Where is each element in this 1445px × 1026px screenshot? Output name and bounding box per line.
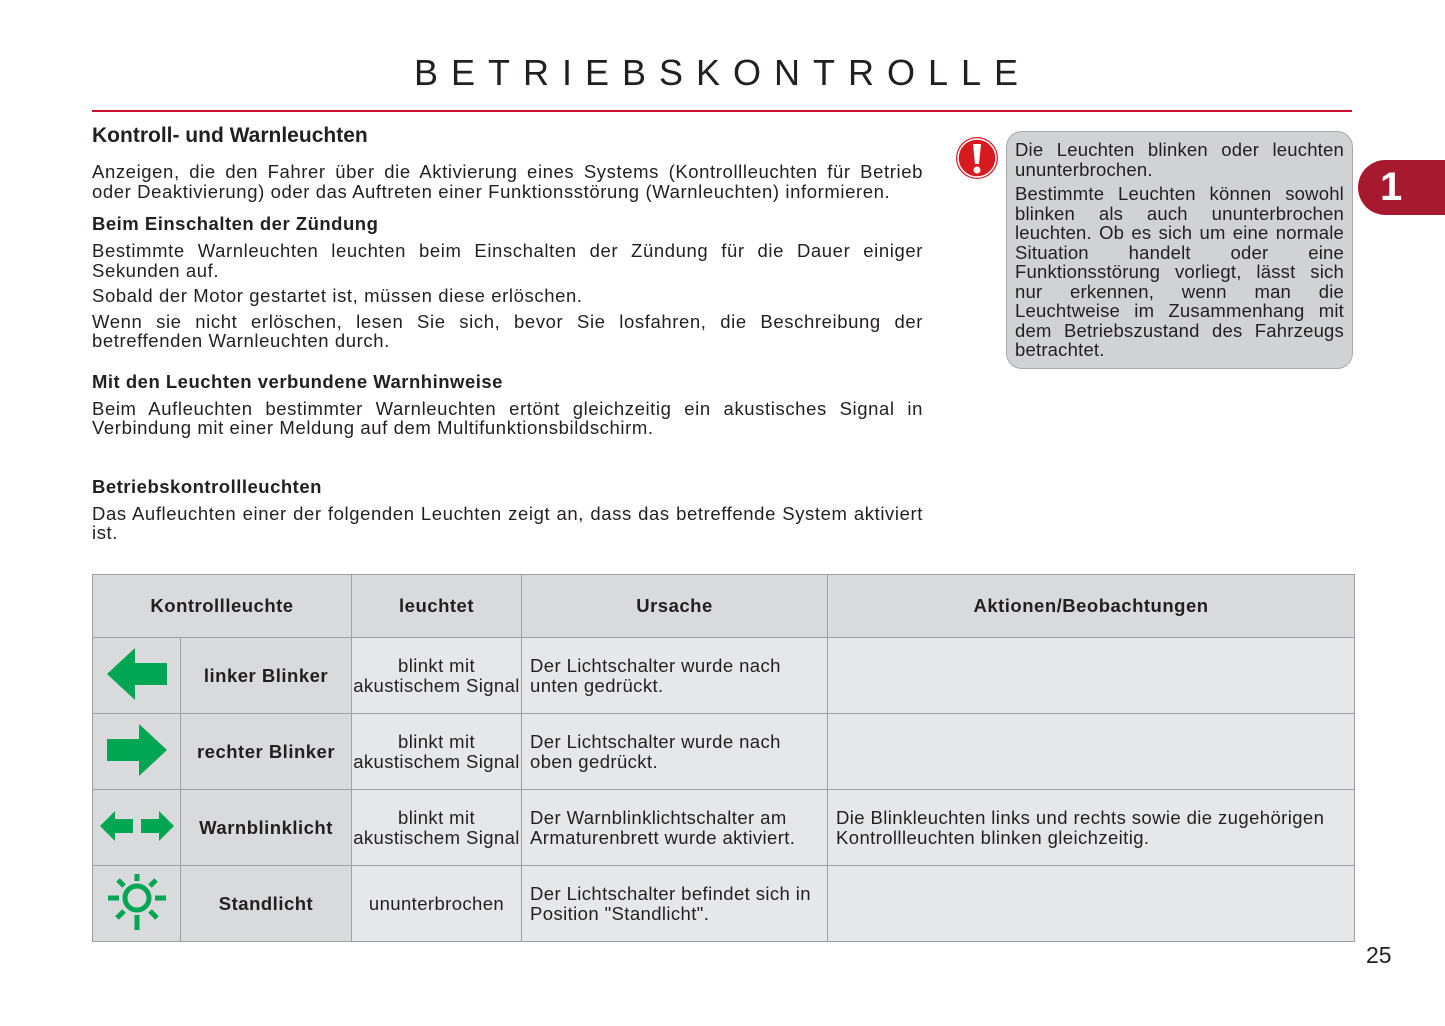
light-glows: ununterbrochen: [352, 866, 522, 942]
light-cause: Der Lichtschalter wurde nach unten gedrückt.: [522, 638, 828, 714]
icon-cell: [93, 714, 181, 790]
status-lights-heading: Betriebskontrollleuchten: [92, 475, 322, 497]
ignition-paragraph-3: Wenn sie nicht erlöschen, lesen Sie sich, bevor Sie losfahren, die Beschreibung der betreffenden Warnleuchten durch.: [92, 310, 923, 351]
column-header-light: Kontrollleuchte: [93, 575, 352, 638]
intro-paragraph: Anzeigen, die den Fahrer über die Aktivierung eines Systems (Kontrollleuchten für Betrieb oder Deaktivierung) oder das Auftreten einer Funktionsstörung (Warnleuchten) informieren.: [92, 161, 923, 202]
light-name: linker Blinker: [181, 638, 352, 714]
note-paragraph-2: Bestimmte Leuchten können sowohl blinken als auch ununterbrochen leuchten. Ob es sich um eine normale Situation handelt oder eine Funktionsstörung vorliegt, lässt sich nur erkennen, wenn man die Leuchtweise im Zusammenhang mit dem Betriebszustand des Fahrzeugs betrachtet.: [1015, 183, 1344, 360]
exclamation-icon: [955, 136, 999, 180]
warnings-heading: Mit den Leuchten verbundene Warnhinweise: [92, 370, 503, 392]
right-arrow-icon: [105, 722, 169, 778]
light-cause: Der Lichtschalter befindet sich in Position "Standlicht".: [522, 866, 828, 942]
light-action: [828, 714, 1355, 790]
column-header-cause: Ursache: [522, 575, 828, 638]
column-header-glows: leuchtet: [352, 575, 522, 638]
table-row: [93, 866, 1355, 942]
left-arrow-icon: [105, 646, 169, 702]
note-paragraph-1: Die Leuchten blinken oder leuchten ununterbrochen.: [1015, 139, 1344, 180]
warnings-paragraph: Beim Aufleuchten bestimmter Warnleuchten ertönt gleichzeitig ein akustisches Signal in Verbindung mit einer Meldung auf dem Multifunktionsbildschirm.: [92, 397, 923, 438]
column-header-actions: Aktionen/Beobachtungen: [828, 575, 1355, 638]
sidelight-icon: [105, 872, 169, 932]
icon-cell: [93, 638, 181, 714]
light-glows: blinkt mit akustischem Signal: [352, 714, 522, 790]
light-action: Die Blinkleuchten links und rechts sowie die zugehörigen Kontrollleuchten blinken gleichzeitig.: [828, 790, 1355, 866]
table-row: [93, 714, 1355, 790]
light-name: rechter Blinker: [181, 714, 352, 790]
hazard-arrows-icon: [99, 809, 175, 843]
chapter-tab[interactable]: 1: [1358, 160, 1445, 215]
light-cause: Der Warnblinklichtschalter am Armaturenbrett wurde aktiviert.: [522, 790, 828, 866]
warning-lights-table: [92, 574, 1355, 942]
header-divider: [92, 110, 1352, 112]
note-box: [1006, 131, 1353, 369]
ignition-heading: Beim Einschalten der Zündung: [92, 213, 379, 234]
icon-cell: [93, 790, 181, 866]
ignition-paragraph-2: Sobald der Motor gestartet ist, müssen diese erlöschen.: [92, 285, 583, 306]
page-title: BETRIEBSKONTROLLE: [413, 52, 1032, 93]
table-row: [93, 638, 1355, 714]
table-row: [93, 790, 1355, 866]
status-lights-paragraph: Das Aufleuchten einer der folgenden Leuchten zeigt an, dass das betreffende System aktiviert ist.: [92, 502, 923, 543]
light-name: Warnblinklicht: [181, 790, 352, 866]
page-number: 25: [1366, 942, 1392, 968]
light-cause: Der Lichtschalter wurde nach oben gedrückt.: [522, 714, 828, 790]
light-action: [828, 866, 1355, 942]
light-glows: blinkt mit akustischem Signal: [352, 638, 522, 714]
light-action: [828, 638, 1355, 714]
ignition-paragraph-1: Bestimmte Warnleuchten leuchten beim Einschalten der Zündung für die Dauer einiger Sekunden auf.: [92, 240, 923, 281]
icon-cell: [93, 866, 181, 942]
main-content: [92, 124, 923, 549]
section-title: Kontroll- und Warnleuchten: [92, 124, 368, 147]
light-name: Standlicht: [181, 866, 352, 942]
table-header-row: [93, 575, 1355, 638]
light-glows: blinkt mit akustischem Signal: [352, 790, 522, 866]
